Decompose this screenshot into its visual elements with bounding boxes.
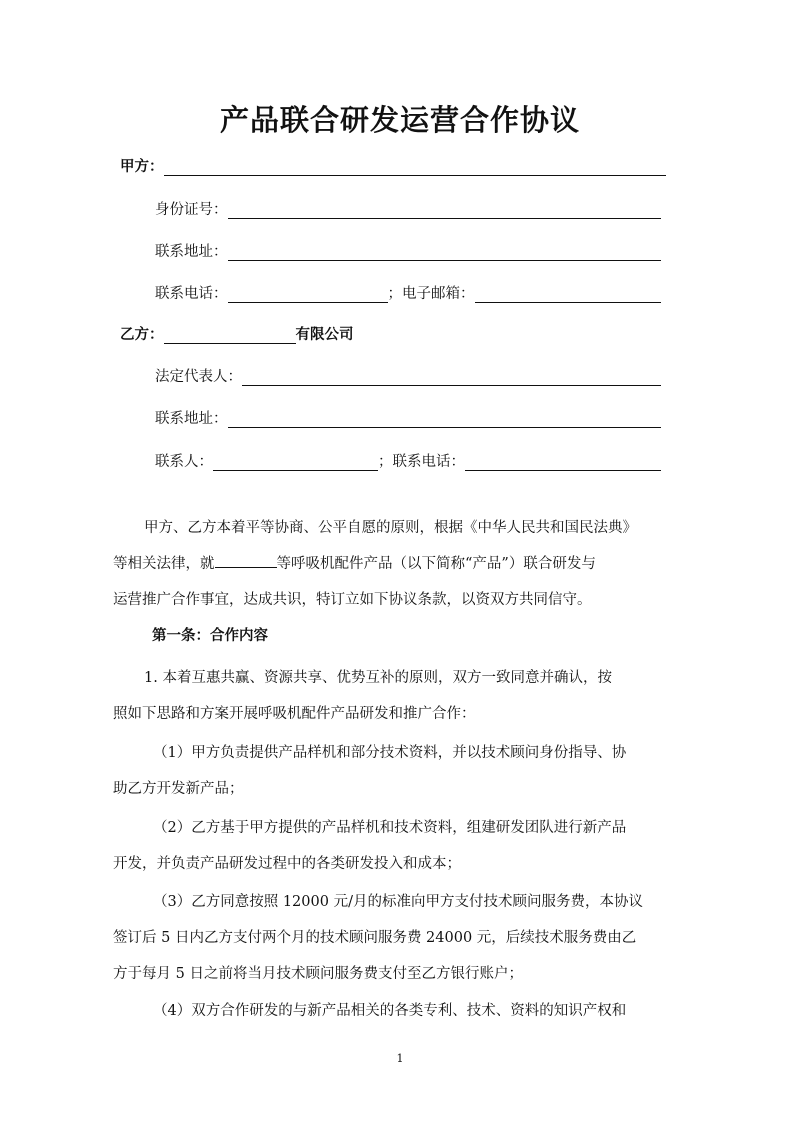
clause-line: 1. 本着互惠共赢、资源共享、优势互补的原则，双方一致同意并确认，按 (144, 670, 612, 686)
party-a-address-row (155, 239, 661, 261)
article-1-sub-3 (113, 884, 679, 992)
preamble-line: 甲方、乙方本着平等协商、公平自愿的原则，根据《中华人民共和国民法典》 (144, 520, 637, 536)
party-b-rep-field[interactable] (242, 368, 661, 386)
party-b-rep-row (155, 364, 661, 386)
preamble-line: 运营推广合作事宜，达成共识，特订立如下协议条款，以资双方共同信守。 (113, 592, 592, 608)
party-b-name-field[interactable] (164, 326, 296, 344)
party-a-row (120, 154, 666, 176)
party-b-phone-field[interactable] (465, 453, 661, 471)
article-1-heading: 第一条：合作内容 (152, 628, 268, 644)
party-b-contact-row (155, 449, 661, 471)
article-1-sub-1 (113, 735, 679, 807)
product-name-field[interactable] (215, 551, 277, 568)
clause-line: 方于每月 5 日之前将当月技术顾问服务费支付至乙方银行账户； (113, 966, 523, 982)
clause-line: （4）双方合作研发的与新产品相关的各类专利、技术、资料的知识产权和 (153, 1003, 627, 1019)
party-b-rep-label: 法定代表人： (155, 369, 242, 385)
party-b-row (120, 322, 354, 344)
party-a-name-field[interactable] (164, 158, 667, 176)
party-a-email-field[interactable] (475, 285, 662, 303)
party-a-address-label: 联系地址： (155, 244, 228, 260)
preamble-text: 等呼吸机配件产品（以下简称“产品”）联合研发与 (276, 556, 596, 572)
party-a-id-field[interactable] (228, 201, 662, 219)
article-1-sub-4 (113, 993, 679, 1029)
party-a-contact-row (155, 281, 661, 303)
party-a-address-field[interactable] (228, 243, 662, 261)
clause-line: （2）乙方基于甲方提供的产品样机和技术资料，组建研发团队进行新产品 (153, 820, 627, 836)
clause-line: 开发，并负责产品研发过程中的各类研发投入和成本； (113, 856, 461, 872)
clause-line: 照如下思路和方案开展呼吸机配件产品研发和推广合作： (113, 706, 476, 722)
party-a-phone-label: 联系电话： (155, 286, 228, 302)
party-b-phone-label: ；联系电话： (378, 454, 465, 470)
party-a-phone-field[interactable] (228, 285, 388, 303)
clause-line: （3）乙方同意按照 12000 元/月的标准向甲方支付技术顾问服务费，本协议 (153, 894, 643, 910)
page-number: 1 (396, 1052, 404, 1065)
clause-line: 签订后 5 日内乙方支付两个月的技术顾问服务费 24000 元，后续技术服务费由乙 (113, 930, 637, 946)
party-a-label: 甲方： (120, 159, 164, 175)
article-1-item-1 (113, 660, 679, 732)
party-a-id-label: 身份证号： (155, 202, 228, 218)
preamble-paragraph (113, 510, 679, 618)
party-b-contact-field[interactable] (213, 453, 378, 471)
page-title: 产品联合研发运营合作协议 (219, 103, 580, 137)
clause-line: （1）甲方负责提供产品样机和部分技术资料，并以技术顾问身份指导、协 (153, 745, 627, 761)
party-b-address-field[interactable] (228, 410, 662, 428)
article-1-sub-2 (113, 810, 679, 882)
party-b-address-row (155, 406, 661, 428)
party-a-email-label: ；电子邮箱： (387, 286, 475, 302)
clause-line: 助乙方开发新产品； (113, 781, 244, 797)
preamble-line (113, 546, 679, 582)
preamble-text: 等相关法律，就 (113, 556, 215, 572)
party-b-label: 乙方： (120, 327, 164, 343)
party-b-contact-label: 联系人： (155, 454, 213, 470)
party-a-id-row (155, 197, 661, 219)
party-b-suffix: 有限公司 (295, 327, 354, 343)
party-b-address-label: 联系地址： (155, 411, 228, 427)
